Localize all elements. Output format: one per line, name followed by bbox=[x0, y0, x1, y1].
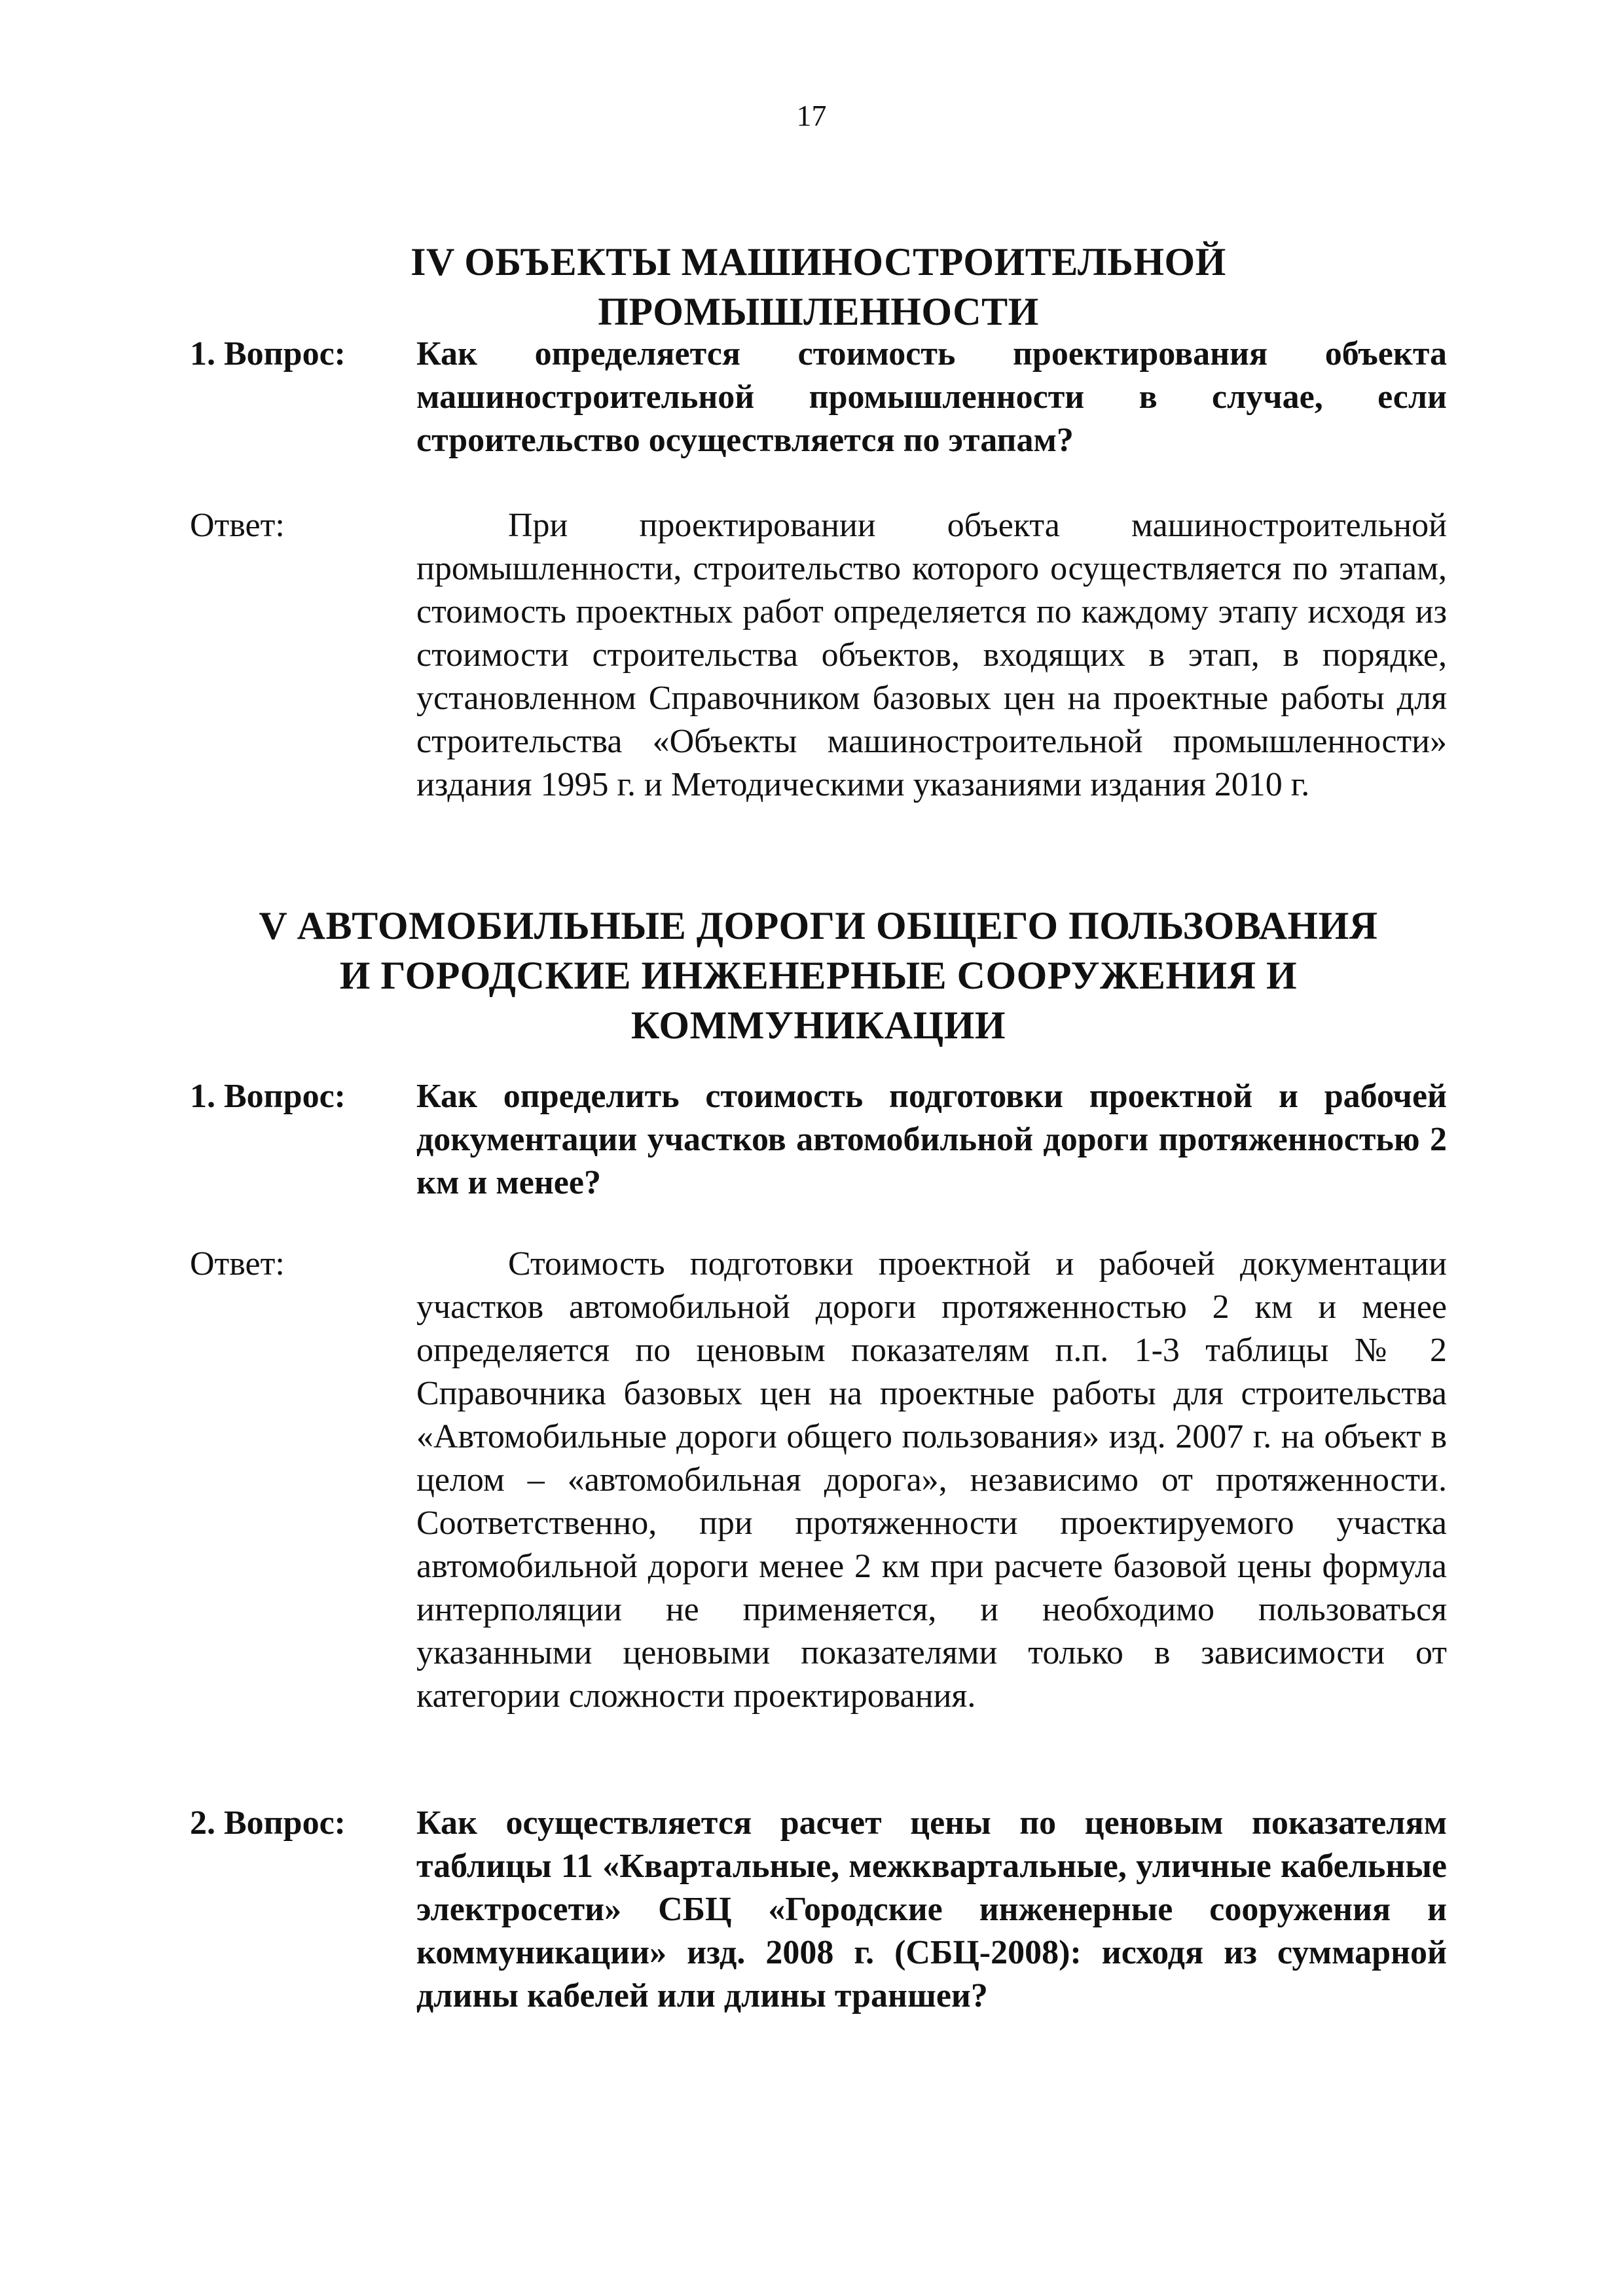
answer-text: При проектировании объекта машиностроительной промышленности, строительство которого осуществляется по этапам, стоимость проектных работ определяется по каждому этапу исходя из стоимости строительства объектов, входящих в этап, в порядке, установленном Справочником базовых цен на проектные работы для строительства «Объекты машиностроительной промышленности» издания 1995 г. и Методическими указаниями издания 2010 г. bbox=[416, 507, 1447, 803]
question-text: Как определяется стоимость проектирования объекта машиностроительной промышленности в случае, если строительство осуществляется по этапам? bbox=[416, 335, 1447, 459]
question-label: 2. Вопрос: bbox=[190, 1804, 346, 1842]
answer-text: Стоимость подготовки проектной и рабочей документации участков автомобильной дороги протяженностью 2 км и менее определяется по ценовым показателям п.п. 1-3 таблицы № 2 Справочника базовых цен на проектные работы для строительства «Автомобильные дороги общего пользования» изд. 2007 г. на объект в целом – «автомобильная дорога», независимо от протяженности. Соответственно, при протяженности проектируемого участка автомобильной дороги менее 2 км при расчете базовой цены формула интерполяции не применяется, и необходимо пользоваться указанными ценовыми показателями только в зависимости от категории сложности проектирования. bbox=[416, 1245, 1447, 1715]
question-label: 1. Вопрос: bbox=[190, 1078, 346, 1115]
page-number: 17 bbox=[796, 99, 827, 132]
section-title-iv: IV ОБЪЕКТЫ МАШИНОСТРОИТЕЛЬНОЙ ПРОМЫШЛЕННОСТИ bbox=[410, 240, 1226, 333]
answer-label: Ответ: bbox=[190, 507, 285, 544]
question-text: Как определить стоимость подготовки проектной и рабочей документации участков автомобильной дороги протяженностью 2 км и менее? bbox=[416, 1078, 1447, 1201]
answer-label: Ответ: bbox=[190, 1245, 285, 1283]
question-text: Как осуществляется расчет цены по ценовым показателям таблицы 11 «Квартальные, межквартальные, уличные кабельные электросети» СБЦ «Городские инженерные сооружения и коммуникации» изд. 2008 г. (СБЦ-2008): исходя из суммарной длины кабелей или длины траншеи? bbox=[416, 1804, 1447, 2014]
section-title-v: V АВТОМОБИЛЬНЫЕ ДОРОГИ ОБЩЕГО ПОЛЬЗОВАНИЯ И ГОРОДСКИЕ ИНЖЕНЕРНЫЕ СООРУЖЕНИЯ И КОММУНИКАЦИИ bbox=[259, 904, 1378, 1047]
question-label: 1. Вопрос: bbox=[190, 335, 346, 373]
